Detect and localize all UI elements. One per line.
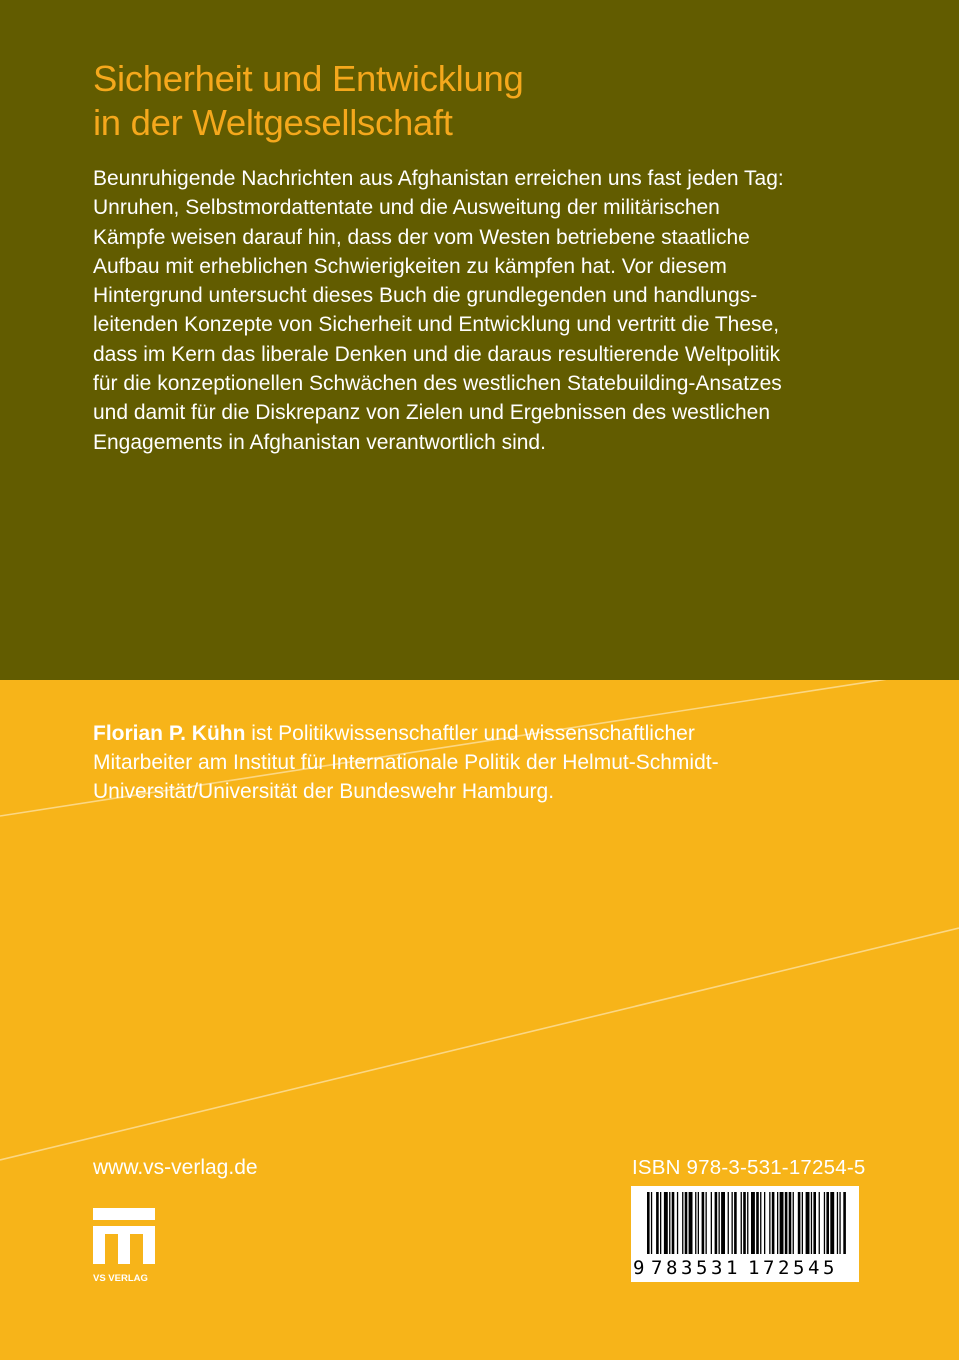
barcode-digit: 8 bbox=[666, 1257, 678, 1279]
author-name: Florian P. Kühn bbox=[93, 722, 246, 745]
barcode-bar bbox=[702, 1192, 705, 1254]
blurb-line: Aufbau mit erheblichen Schwierigkeiten zu kämpfen hat. Vor diesem bbox=[93, 254, 727, 278]
publisher-website-link[interactable]: www.vs-verlag.de bbox=[93, 1156, 258, 1179]
barcode-bar bbox=[743, 1192, 746, 1254]
barcode-bar bbox=[760, 1192, 761, 1254]
blurb-line: Beunruhigende Nachrichten aus Afghanistan erreichen uns fast jeden Tag: bbox=[93, 167, 784, 190]
author-bio-line-1-rest: ist Politikwissenschaftler und wissenschaftlicher bbox=[245, 722, 695, 745]
barcode-bar bbox=[811, 1192, 812, 1254]
barcode-bar bbox=[715, 1192, 718, 1254]
barcode-bar bbox=[721, 1192, 725, 1254]
barcode-bar bbox=[685, 1192, 688, 1254]
barcode-bar bbox=[734, 1192, 737, 1254]
barcode-bar bbox=[819, 1192, 820, 1254]
blurb-line: Unruhen, Selbstmordattentate und die Ausweitung der militärischen bbox=[93, 196, 720, 220]
barcode-bar bbox=[777, 1192, 778, 1254]
barcode-bar bbox=[785, 1192, 788, 1254]
barcode-digit: 7 bbox=[763, 1257, 775, 1279]
barcode-bar bbox=[793, 1192, 794, 1254]
barcode-bar bbox=[732, 1192, 733, 1254]
barcode-bar bbox=[806, 1192, 810, 1254]
author-bio-line-1 bbox=[93, 719, 913, 748]
barcode-digits bbox=[631, 1254, 859, 1282]
blurb-line: Engagements in Afghanistan verantwortlich sind. bbox=[93, 430, 546, 454]
barcode-bar bbox=[656, 1192, 659, 1254]
isbn-label: ISBN 978-3-531-17254-5 bbox=[632, 1156, 866, 1179]
barcode-bar bbox=[664, 1192, 668, 1254]
barcode-bar bbox=[677, 1192, 678, 1254]
barcode-bar bbox=[769, 1192, 770, 1254]
blurb-line: Hintergrund untersucht dieses Buch die grundlegenden und handlungs- bbox=[93, 284, 758, 308]
book-blurb bbox=[93, 164, 913, 457]
barcode-bar bbox=[764, 1192, 765, 1254]
barcode-bar bbox=[669, 1192, 670, 1254]
barcode-bar bbox=[802, 1192, 803, 1254]
book-title-line-2: in der Weltgesellschaft bbox=[93, 102, 453, 143]
blurb-line: leitenden Konzepte von Sicherheit und Entwicklung und vertritt die These, bbox=[93, 313, 780, 337]
publisher-logo-text: VS VERLAG bbox=[93, 1273, 148, 1284]
blurb-line: Kämpfe weisen darauf hin, dass der vom Westen betriebene staatliche bbox=[93, 225, 750, 249]
barcode-digit: 2 bbox=[778, 1257, 790, 1279]
barcode-bar bbox=[711, 1192, 712, 1254]
barcode-digit: 9 bbox=[633, 1257, 645, 1279]
blurb-line: dass im Kern das liberale Denken und die daraus resultierende Weltpolitik bbox=[93, 342, 781, 366]
book-title bbox=[93, 57, 913, 145]
barcode-digit: 5 bbox=[696, 1257, 708, 1279]
author-bio-line-3: Universität/Universität der Bundeswehr Hamburg. bbox=[93, 780, 555, 803]
barcode-bar bbox=[647, 1192, 650, 1254]
blurb-line: und damit für die Diskrepanz von Zielen und Ergebnissen des westlichen bbox=[93, 401, 771, 425]
barcode-bar bbox=[837, 1192, 838, 1254]
barcode-bar bbox=[728, 1192, 729, 1254]
barcode-digit: 4 bbox=[808, 1257, 820, 1279]
barcode-bar bbox=[843, 1192, 846, 1254]
barcode-digit: 1 bbox=[726, 1257, 738, 1279]
barcode-bar bbox=[756, 1192, 759, 1254]
vs-verlag-logo-icon bbox=[93, 1208, 155, 1284]
author-bio-line-2: Mitarbeiter am Institut für Internationale Politik der Helmut-Schmidt- bbox=[93, 751, 719, 774]
barcode-bar bbox=[830, 1192, 834, 1254]
barcode-bar bbox=[824, 1192, 825, 1254]
barcode-bar bbox=[660, 1192, 661, 1254]
barcode-bar bbox=[789, 1192, 792, 1254]
barcode-bar bbox=[772, 1192, 775, 1254]
barcode-bar bbox=[689, 1192, 693, 1254]
barcode-bar bbox=[826, 1192, 829, 1254]
barcode-digit: 1 bbox=[748, 1257, 760, 1279]
barcode-bar bbox=[672, 1192, 675, 1254]
barcode-digit: 3 bbox=[711, 1257, 723, 1279]
book-title-line-1: Sicherheit und Entwicklung bbox=[93, 58, 524, 99]
barcode-digit: 5 bbox=[793, 1257, 805, 1279]
author-bio bbox=[93, 719, 913, 806]
barcode bbox=[631, 1186, 859, 1282]
barcode-digit: 7 bbox=[651, 1257, 663, 1279]
barcode-bar bbox=[813, 1192, 816, 1254]
blurb-line: für die konzeptionellen Schwächen des westlichen Statebuilding-Ansatzes bbox=[93, 372, 782, 396]
barcode-bar bbox=[695, 1192, 696, 1254]
barcode-bar bbox=[706, 1192, 707, 1254]
barcode-bar bbox=[741, 1192, 742, 1254]
barcode-digit: 3 bbox=[681, 1257, 693, 1279]
barcode-bar bbox=[698, 1192, 699, 1254]
barcode-bar bbox=[798, 1192, 801, 1254]
barcode-bar bbox=[651, 1192, 652, 1254]
barcode-bar bbox=[747, 1192, 748, 1254]
barcode-digit: 5 bbox=[823, 1257, 835, 1279]
barcode-bar bbox=[751, 1192, 755, 1254]
barcode-bar bbox=[780, 1192, 784, 1254]
barcode-bar bbox=[839, 1192, 840, 1254]
barcode-bar bbox=[682, 1192, 683, 1254]
barcode-bar bbox=[719, 1192, 720, 1254]
